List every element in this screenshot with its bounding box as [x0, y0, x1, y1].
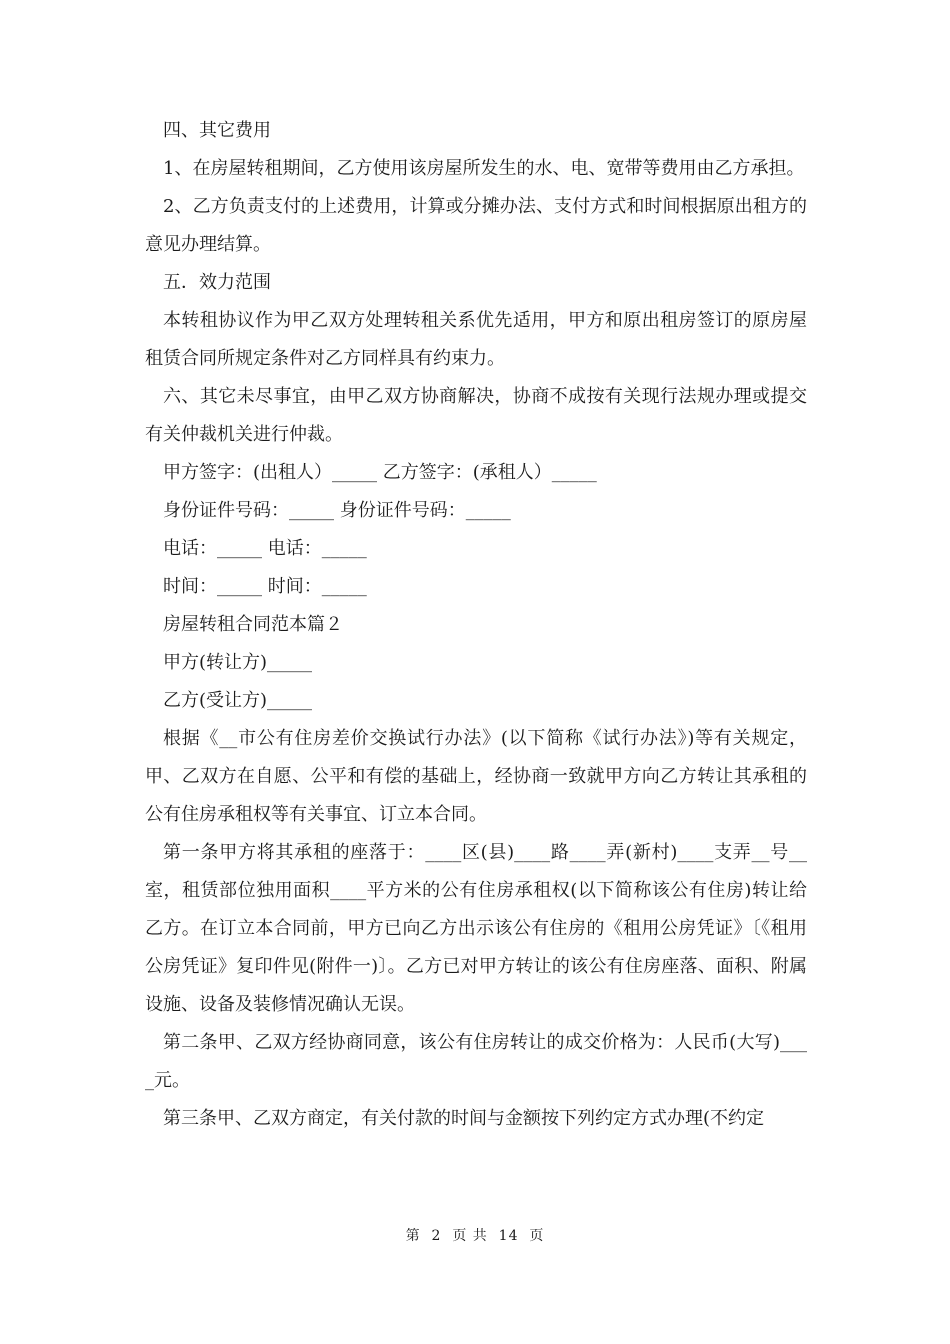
paragraph: 1、在房屋转租期间，乙方使用该房屋所发生的水、电、宽带等费用由乙方承担。 [163, 158, 805, 179]
document-body [145, 112, 807, 1138]
page-number-footer: 第 2 页 共 14 页 [405, 1228, 545, 1244]
signature-line: 甲方签字：(出租人）_____ 乙方签字：(承租人）_____ [163, 462, 597, 483]
phone-line: 电话：_____ 电话：_____ [163, 538, 367, 559]
id-number-line: 身份证件号码：_____ 身份证件号码：_____ [163, 500, 511, 521]
paragraph: 根据《__市公有住房差价交换试行办法》(以下简称《试行办法》)等有关规定，甲、乙双方在自愿、公平和有偿的基础上，经协商一致就甲方向乙方转让其承租的公有住房承租权等有关事宜、订立本合同。 [145, 728, 807, 825]
paragraph: 2、乙方负责支付的上述费用，计算或分摊办法、支付方式和时间根据原出租方的意见办理结算。 [145, 196, 807, 255]
date-line: 时间：_____ 时间：_____ [163, 576, 367, 597]
paragraph: 六、其它未尽事宜，由甲乙双方协商解决，协商不成按有关现行法规办理或提交有关仲裁机关进行仲裁。 [145, 386, 807, 445]
section-heading: 五．效力范围 [163, 272, 271, 293]
article-paragraph: 第一条甲方将其承租的座落于：____区(县)____路____弄(新村)____支弄__号__室，租赁部位独用面积____平方米的公有住房承租权(以下简称该公有住房)转让给乙方。在订立本合同前，甲方已向乙方出示该公有住房的《租用公房凭证》〔《租用公房凭证》复印件见(附件一)〕。乙方已对甲方转让的该公有住房座落、面积、附属设施、设备及装修情况确认无误。 [145, 842, 807, 1015]
article-paragraph: 第三条甲、乙双方商定，有关付款的时间与金额按下列约定方式办理(不约定 [163, 1108, 765, 1129]
contract-title: 房屋转租合同范本篇２ [163, 614, 343, 635]
paragraph: 本转租协议作为甲乙双方处理转租关系优先适用，甲方和原出租房签订的原房屋租赁合同所规定条件对乙方同样具有约束力。 [145, 310, 807, 369]
article-paragraph: 第二条甲、乙双方经协商同意，该公有住房转让的成交价格为：人民币(大写)____元。 [145, 1032, 807, 1091]
party-a-line: 甲方(转让方)_____ [163, 652, 313, 673]
party-b-line: 乙方(受让方)_____ [163, 690, 313, 711]
section-heading: 四、其它费用 [163, 120, 271, 141]
